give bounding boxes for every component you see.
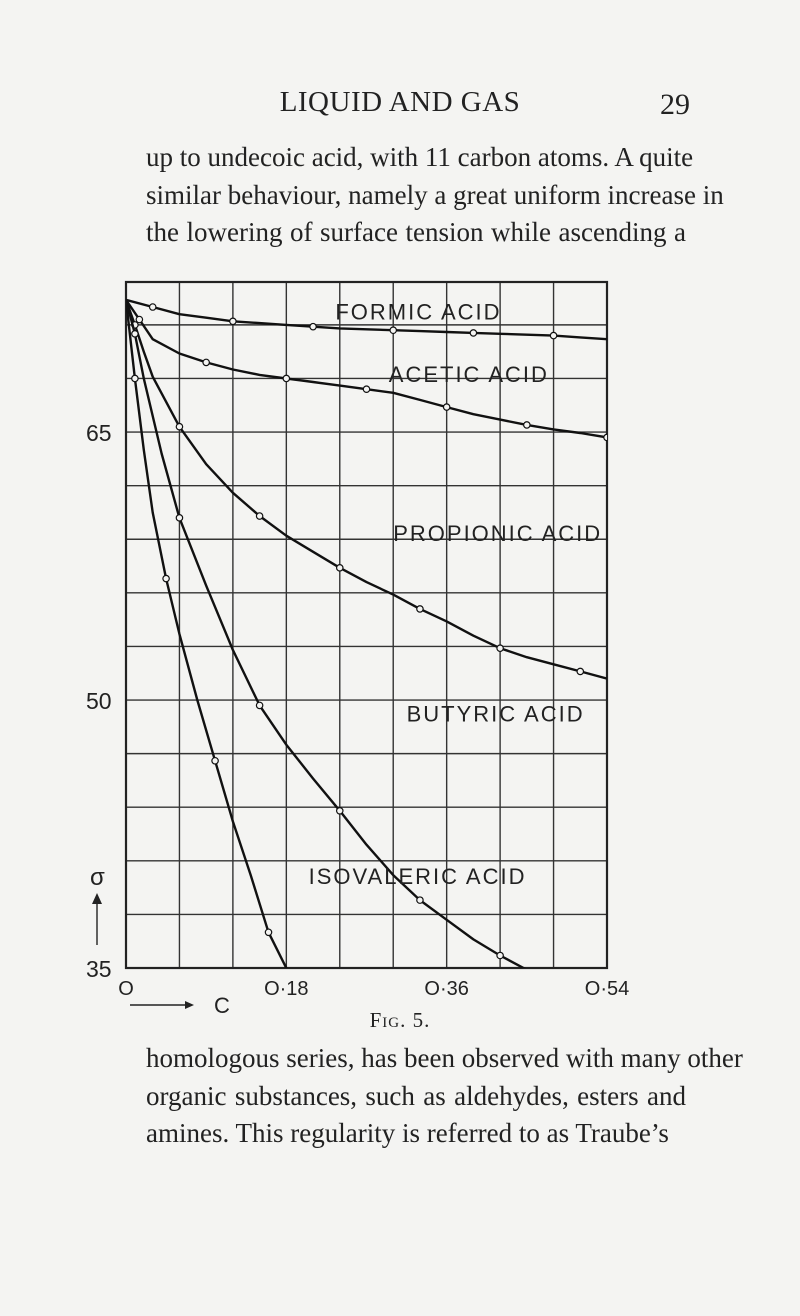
data-point [390,327,396,333]
x-tick-label: O·54 [584,978,630,1000]
data-point [176,515,182,521]
data-point [176,424,182,430]
data-point [497,952,503,958]
data-point [524,1156,530,1162]
text-line: homologous series, has been observed with many other [146,1043,743,1073]
page-number: 29 [660,88,690,121]
data-point [604,434,610,440]
data-point [230,318,236,324]
data-point [604,1181,610,1187]
series-label: ISOVALERIC ACID [308,864,527,890]
data-point [337,808,343,814]
data-point [265,929,271,935]
data-point [132,331,138,337]
text-line: the lowering of surface tension while ascending a [146,217,686,247]
data-point [337,565,343,571]
data-point [417,897,423,903]
running-head: LIQUID AND GAS [279,86,521,118]
data-point [212,758,218,764]
series-line [126,300,607,679]
data-point [136,316,142,322]
x-tick-label: O [118,978,134,1000]
data-point [524,422,530,428]
data-point [150,304,156,310]
series-label: PROPIONIC ACID [393,521,603,547]
data-point [256,702,262,708]
x-tick-label: O·18 [264,978,309,1000]
series-label: BUTYRIC ACID [406,701,585,727]
data-point [283,375,289,381]
text-line: similar behaviour, namely a great uniform increase in [146,179,724,210]
chart-labels [86,300,629,1018]
paragraph-bottom [146,1040,743,1153]
series-label: FORMIC ACID [335,299,502,325]
data-point [470,330,476,336]
y-tick-label: 50 [86,688,112,715]
data-point [363,386,369,392]
data-point [163,575,169,581]
series-label: ACETIC ACID [388,362,549,388]
text-line: organic substances, such as aldehydes, esters and [146,1080,686,1111]
x-axis-label: C [214,993,230,1018]
data-point [310,323,316,329]
data-point [417,606,423,612]
y-axis-arrowhead [92,893,102,904]
data-point [132,375,138,381]
data-point [203,359,209,365]
data-point [443,404,449,410]
text-line: amines. This regularity is referred to as Traube’s [146,1118,669,1148]
data-point [550,332,556,338]
y-tick-label: 35 [86,956,112,982]
figure-caption: Fig. 5. [369,1008,431,1032]
data-point [577,992,583,998]
x-tick-label: O·36 [424,978,469,1000]
data-point [256,513,262,519]
data-point [497,645,503,651]
text-line: up to undecoic acid, with 11 carbon atoms. A quite [146,142,694,172]
y-axis-label: σ [90,864,105,891]
data-point [577,668,583,674]
series-line [126,300,607,1004]
y-tick-label: 65 [86,420,112,447]
